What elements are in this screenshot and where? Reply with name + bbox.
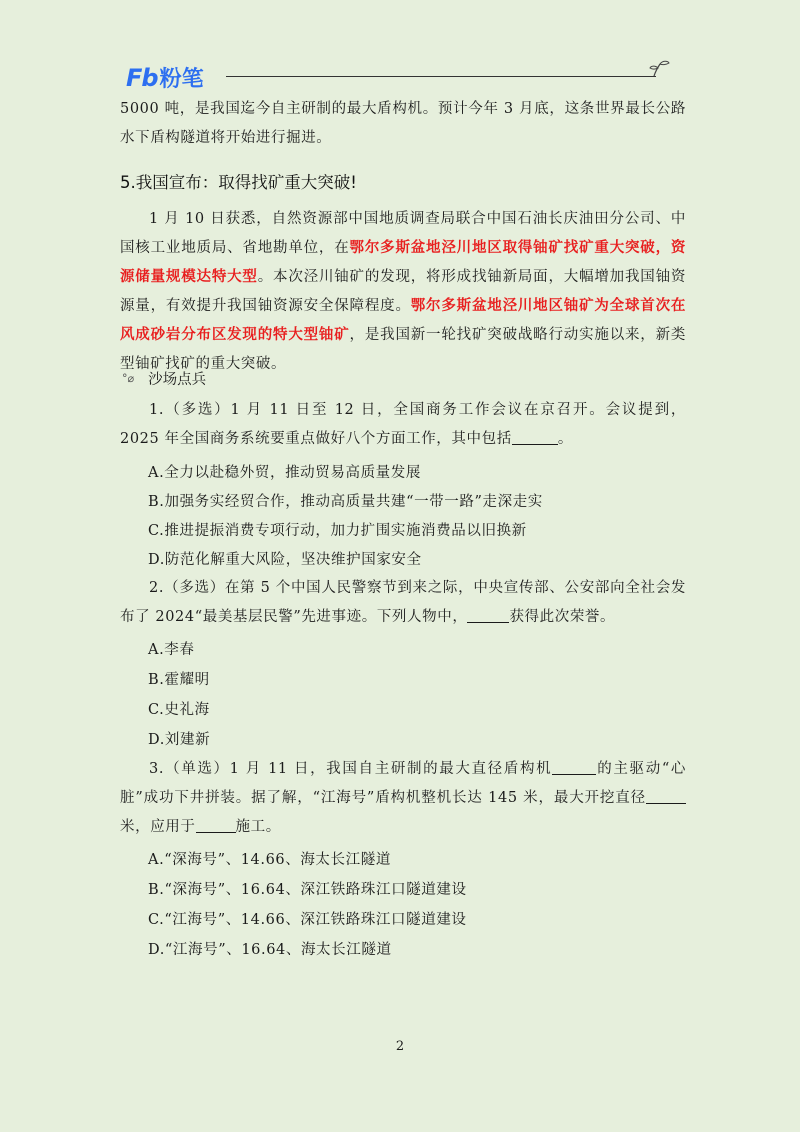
answer-blank: [467, 608, 509, 623]
question-2-stem: [120, 574, 686, 632]
sprout-bullet-icon: °⌀: [122, 372, 135, 385]
paragraph-text: 。本次泾川铀矿的发现，将形成找铀新局面，大幅增加我国铀资源量，有效提升我国铀资源安全保障程度。: [120, 269, 686, 314]
q1-option-a: A.全力以赴稳外贸，推动贸易高质量发展: [148, 465, 421, 481]
q3-option-d: D.“江海号”、16.64、海太长江隧道: [148, 942, 392, 958]
question-text: 1.（多选）1 月 11 日至 12 日，全国商务工作会议在京召开。会议提到，2025 年全国商务系统要重点做好八个方面工作，其中包括: [120, 402, 686, 447]
question-text: 2.（多选）在第 5 个中国人民警察节到来之际，中央宣传部、公安部向全社会发布了 2024“最美基层民警”先进事迹。下列人物中，: [120, 580, 686, 625]
q3-option-c: C.“江海号”、14.66、深江铁路珠江口隧道建设: [148, 912, 467, 928]
page-number: 2: [395, 1039, 405, 1054]
answer-blank: [196, 818, 236, 833]
sprout-icon: [648, 58, 672, 80]
logo-text: 粉笔: [159, 67, 204, 92]
logo-mark: Fb: [126, 63, 158, 92]
drill-heading: [122, 368, 206, 389]
drill-label: 沙场点兵: [148, 372, 207, 388]
intro-paragraph: 5000 吨，是我国迄今自主研制的最大盾构机。预计今年 3 月底，这条世界最长公路水下盾构隧道将开始进行掘进。: [120, 101, 686, 146]
question-text: 。: [557, 431, 573, 447]
question-text: 获得此次荣誉。: [509, 609, 616, 625]
question-text: 3.（单选）1 月 11 日，我国自主研制的最大直径盾构机: [149, 761, 553, 777]
question-text: 施工。: [235, 819, 281, 835]
q1-option-c: C.推进提振消费专项行动，加力扩围实施消费品以旧换新: [148, 523, 527, 539]
highlight-text: 鄂尔多斯盆地泾川地区铀矿为全球首次在风成砂岩分布区发现的特大型铀矿: [120, 298, 686, 343]
paragraph-text: 1 月 10 日获悉，自然资源部中国地质调查局联合中国石油长庆油田分公司、中国核工业地质局、省地勘单位，在: [120, 211, 686, 256]
question-text: 的主驱动“心脏”成功下井拼装。据了解，“江海号”盾构机整机长达 145 米，最大开挖直径: [120, 761, 686, 806]
q3-option-a: A.“深海号”、14.66、海太长江隧道: [148, 852, 391, 868]
q2-option-c: C.史礼海: [148, 702, 210, 718]
question-3-stem: [120, 755, 686, 842]
section-5-paragraph: [120, 205, 686, 379]
q2-option-d: D.刘建新: [148, 732, 211, 748]
answer-blank: [646, 789, 686, 804]
q2-option-b: B.霍耀明: [148, 672, 210, 688]
q2-option-a: A.李春: [148, 642, 195, 658]
answer-blank: [552, 760, 596, 775]
answer-blank: [512, 430, 558, 445]
section-5-title: 5.我国宣布：取得找矿重大突破!: [120, 173, 357, 192]
q1-option-b: B.加强务实经贸合作，推动高质量共建“一带一路”走深走实: [148, 494, 543, 510]
question-1-stem: [120, 396, 686, 454]
highlight-text: 鄂尔多斯盆地泾川地区取得铀矿找矿重大突破，资源储量规模达特大型: [120, 240, 687, 285]
q1-option-d: D.防范化解重大风险，坚决维护国家安全: [148, 552, 422, 568]
page-header: [122, 56, 682, 92]
header-rule: [226, 76, 656, 77]
question-text: 米，应用于: [120, 819, 196, 835]
q3-option-b: B.“深海号”、16.64、深江铁路珠江口隧道建设: [148, 882, 467, 898]
fenbi-logo: [126, 62, 204, 93]
paragraph-text: ，是我国新一轮找矿突破战略行动实施以来，新类型铀矿找矿的重大突破。: [120, 327, 687, 372]
